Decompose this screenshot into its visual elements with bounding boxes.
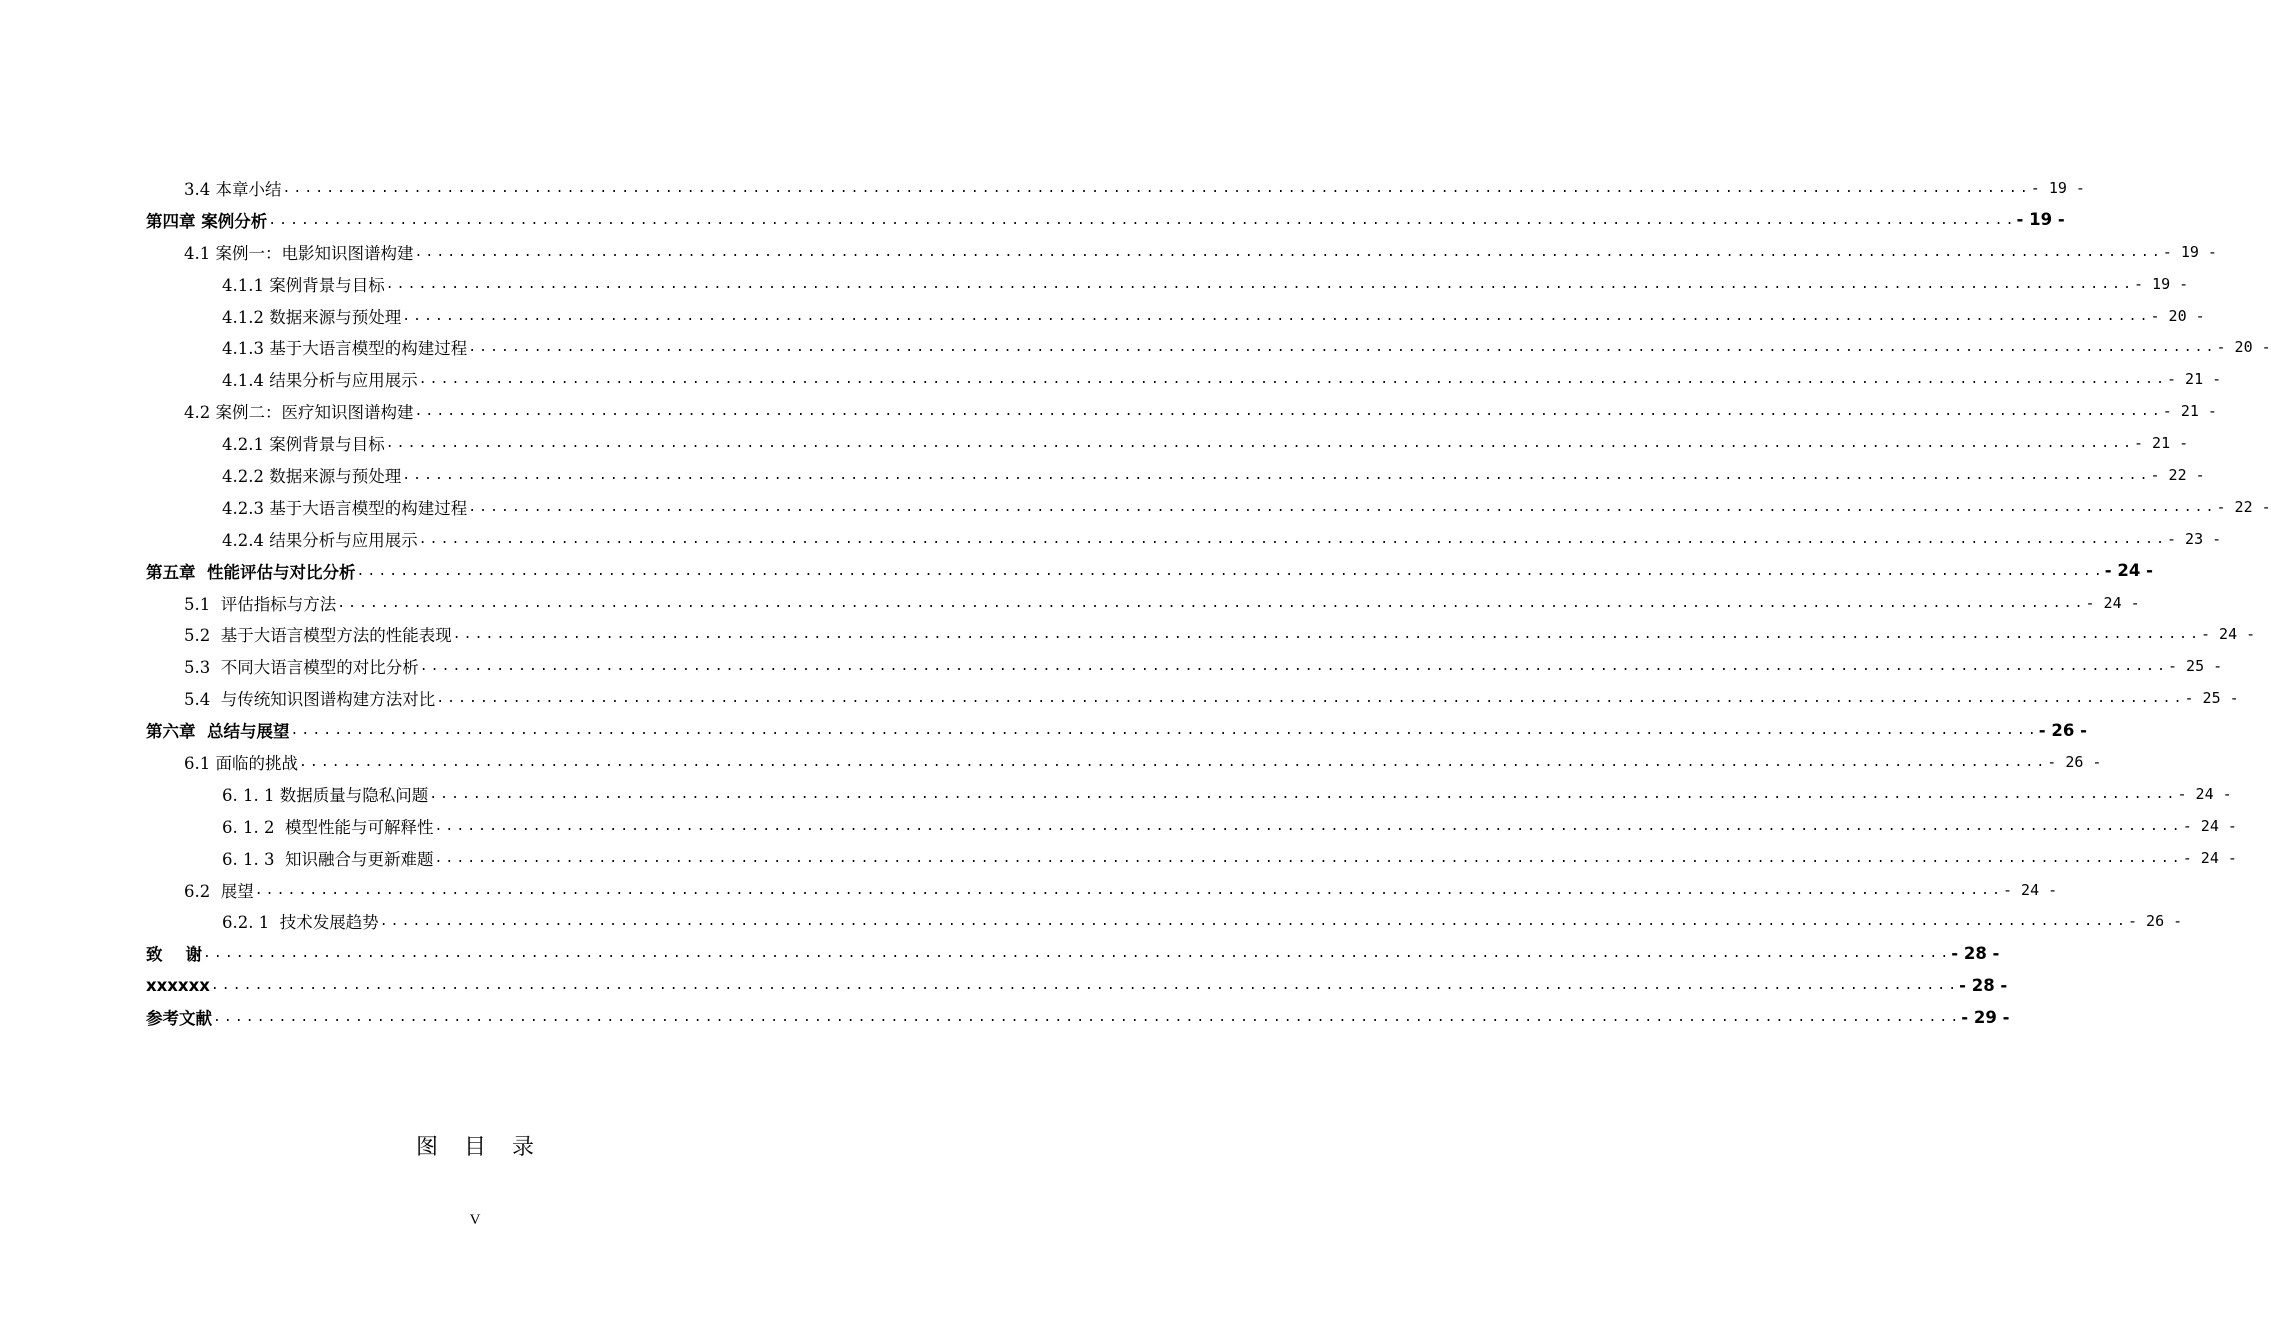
- toc-entry[interactable]: [0, 874, 2058, 906]
- toc-entry-title: 6.1 面临的挑战: [184, 750, 299, 774]
- toc-entry-page: - 20 -: [2216, 338, 2271, 357]
- table-of-contents: [0, 172, 2271, 1033]
- toc-entry[interactable]: [0, 523, 2222, 555]
- toc-dot-leader: ................................................................................................................................................................: [452, 627, 2201, 643]
- toc-entry-page: - 24 -: [2085, 593, 2140, 612]
- toc-dot-leader: ................................................................................................................................................................: [434, 818, 2183, 834]
- toc-entry-page: - 19 -: [2162, 242, 2217, 261]
- toc-entry-title: 第五章 性能评估与对比分析: [146, 559, 357, 583]
- toc-entry-page: - 19 -: [2030, 178, 2085, 197]
- toc-dot-leader: ................................................................................................................................................................: [402, 308, 2151, 324]
- toc-entry-title: 4.2.1 案例背景与目标: [222, 431, 386, 455]
- toc-entry-title: 4.1.2 数据来源与预处理: [222, 304, 402, 328]
- toc-entry-title: 5.2 基于大语言模型方法的性能表现: [184, 622, 453, 646]
- toc-entry-title: 4.2.3 基于大语言模型的构建过程: [222, 495, 468, 519]
- toc-entry-page: - 26 -: [2038, 720, 2087, 740]
- toc-entry-page: - 23 -: [2167, 529, 2222, 548]
- toc-dot-leader: ................................................................................................................................................................: [337, 595, 2086, 611]
- toc-entry-page: - 24 -: [2177, 784, 2232, 803]
- toc-dot-leader: ................................................................................................................................................................: [468, 499, 2217, 515]
- toc-entry-title: 4.1 案例一：电影知识图谱构建: [184, 240, 415, 264]
- toc-entry[interactable]: [0, 204, 2065, 236]
- toc-dot-leader: ................................................................................................................................................................: [468, 340, 2217, 356]
- toc-dot-leader: ................................................................................................................................................................: [402, 467, 2151, 483]
- toc-entry-title: xxxxxx: [146, 975, 210, 995]
- toc-dot-leader: ................................................................................................................................................................: [385, 276, 2134, 292]
- toc-entry-page: - 19 -: [2016, 210, 2065, 230]
- toc-entry-title: 6.2 展望: [184, 878, 255, 902]
- toc-dot-leader: ................................................................................................................................................................: [436, 691, 2185, 707]
- toc-entry-page: - 24 -: [2104, 561, 2153, 581]
- toc-entry[interactable]: [0, 300, 2205, 332]
- toc-dot-leader: ................................................................................................................................................................: [299, 754, 2048, 770]
- toc-dot-leader: ................................................................................................................................................................: [379, 914, 2128, 930]
- toc-entry-page: - 26 -: [2047, 752, 2102, 771]
- toc-entry-title: 6. 1. 1 数据质量与隐私问题: [222, 782, 429, 806]
- toc-entry[interactable]: [0, 714, 2087, 746]
- toc-entry[interactable]: [0, 491, 2271, 523]
- toc-entry-title: 3.4 本章小结: [184, 176, 283, 200]
- toc-entry[interactable]: [0, 268, 2189, 300]
- toc-entry[interactable]: [0, 587, 2140, 619]
- toc-entry-page: - 22 -: [2150, 465, 2205, 484]
- toc-entry-page: - 28 -: [1959, 975, 2008, 995]
- toc-dot-leader: ................................................................................................................................................................: [356, 563, 2105, 579]
- toc-entry[interactable]: [0, 331, 2271, 363]
- toc-entry-title: 5.1 评估指标与方法: [184, 591, 337, 615]
- toc-dot-leader: ................................................................................................................................................................: [418, 531, 2167, 547]
- toc-entry-page: - 25 -: [2184, 689, 2239, 708]
- toc-entry-title: 第六章 总结与展望: [146, 718, 291, 742]
- toc-entry-page: - 24 -: [2003, 880, 2058, 899]
- toc-entry-page: - 29 -: [1961, 1007, 2010, 1027]
- toc-entry-title: 参考文献: [146, 1005, 213, 1029]
- toc-dot-leader: ................................................................................................................................................................: [414, 404, 2163, 420]
- toc-entry-page: - 28 -: [1951, 943, 2000, 963]
- toc-entry[interactable]: [0, 905, 2183, 937]
- toc-entry-title: 4.2.2 数据来源与预处理: [222, 463, 402, 487]
- toc-entry[interactable]: [0, 555, 2153, 587]
- toc-entry-title: 4.2.4 结果分析与应用展示: [222, 527, 419, 551]
- toc-entry[interactable]: [0, 650, 2223, 682]
- toc-dot-leader: ................................................................................................................................................................: [290, 723, 2039, 739]
- toc-dot-leader: ................................................................................................................................................................: [282, 180, 2031, 196]
- toc-entry-title: 4.1.3 基于大语言模型的构建过程: [222, 335, 468, 359]
- figure-list-title: 图目录: [415, 1135, 560, 1160]
- toc-entry[interactable]: [0, 810, 2237, 842]
- toc-entry-title: 6.2. 1 技术发展趋势: [222, 909, 380, 933]
- toc-entry-page: - 21 -: [2162, 402, 2217, 421]
- toc-entry[interactable]: [0, 459, 2205, 491]
- toc-entry-title: 6. 1. 3 知识融合与更新难题: [222, 846, 434, 870]
- toc-dot-leader: ................................................................................................................................................................: [434, 850, 2183, 866]
- toc-entry-page: - 24 -: [2201, 625, 2256, 644]
- toc-dot-leader: ................................................................................................................................................................: [385, 436, 2134, 452]
- toc-entry-title: 4.1.4 结果分析与应用展示: [222, 367, 419, 391]
- toc-entry-title: 6. 1. 2 模型性能与可解释性: [222, 814, 434, 838]
- toc-dot-leader: ................................................................................................................................................................: [210, 978, 1960, 994]
- toc-dot-leader: ................................................................................................................................................................: [202, 946, 1952, 962]
- toc-dot-leader: ................................................................................................................................................................: [254, 882, 2003, 898]
- toc-dot-leader: ................................................................................................................................................................: [418, 372, 2167, 388]
- toc-entry-page: - 19 -: [2134, 274, 2189, 293]
- toc-entry[interactable]: [0, 395, 2217, 427]
- toc-dot-leader: ................................................................................................................................................................: [414, 244, 2163, 260]
- toc-entry-page: - 21 -: [2134, 434, 2189, 453]
- toc-dot-leader: ................................................................................................................................................................: [429, 786, 2178, 802]
- toc-entry-title: 5.3 不同大语言模型的对比分析: [184, 654, 420, 678]
- toc-entry[interactable]: [0, 682, 2239, 714]
- toc-entry-page: - 24 -: [2182, 848, 2237, 867]
- toc-entry[interactable]: [0, 969, 2008, 1001]
- toc-entry[interactable]: [0, 427, 2189, 459]
- toc-entry[interactable]: [0, 778, 2232, 810]
- toc-entry[interactable]: [0, 746, 2102, 778]
- toc-entry[interactable]: [0, 363, 2222, 395]
- toc-entry-page: - 20 -: [2150, 306, 2205, 325]
- toc-entry[interactable]: [0, 618, 2256, 650]
- toc-dot-leader: ................................................................................................................................................................: [419, 659, 2168, 675]
- toc-entry-page: - 25 -: [2168, 657, 2223, 676]
- toc-entry-page: - 21 -: [2167, 370, 2222, 389]
- toc-entry-title: 4.1.1 案例背景与目标: [222, 272, 386, 296]
- toc-entry-page: - 24 -: [2182, 816, 2237, 835]
- toc-dot-leader: ................................................................................................................................................................: [213, 1010, 1962, 1026]
- toc-entry-title: 第四章 案例分析: [146, 208, 268, 232]
- toc-entry[interactable]: [0, 842, 2237, 874]
- toc-entry-page: - 22 -: [2216, 497, 2271, 516]
- toc-entry[interactable]: [0, 172, 2085, 204]
- toc-entry[interactable]: [0, 236, 2217, 268]
- toc-dot-leader: ................................................................................................................................................................: [268, 212, 2017, 228]
- toc-entry-title: 4.2 案例二：医疗知识图谱构建: [184, 399, 415, 423]
- toc-entry-title: 5.4 与传统知识图谱构建方法对比: [184, 686, 436, 710]
- toc-entry[interactable]: [0, 937, 2000, 969]
- page-number: V: [469, 1212, 481, 1228]
- toc-entry-title: 致 谢: [146, 941, 203, 965]
- toc-entry-page: - 26 -: [2127, 912, 2183, 931]
- toc-entry[interactable]: [0, 1001, 2010, 1033]
